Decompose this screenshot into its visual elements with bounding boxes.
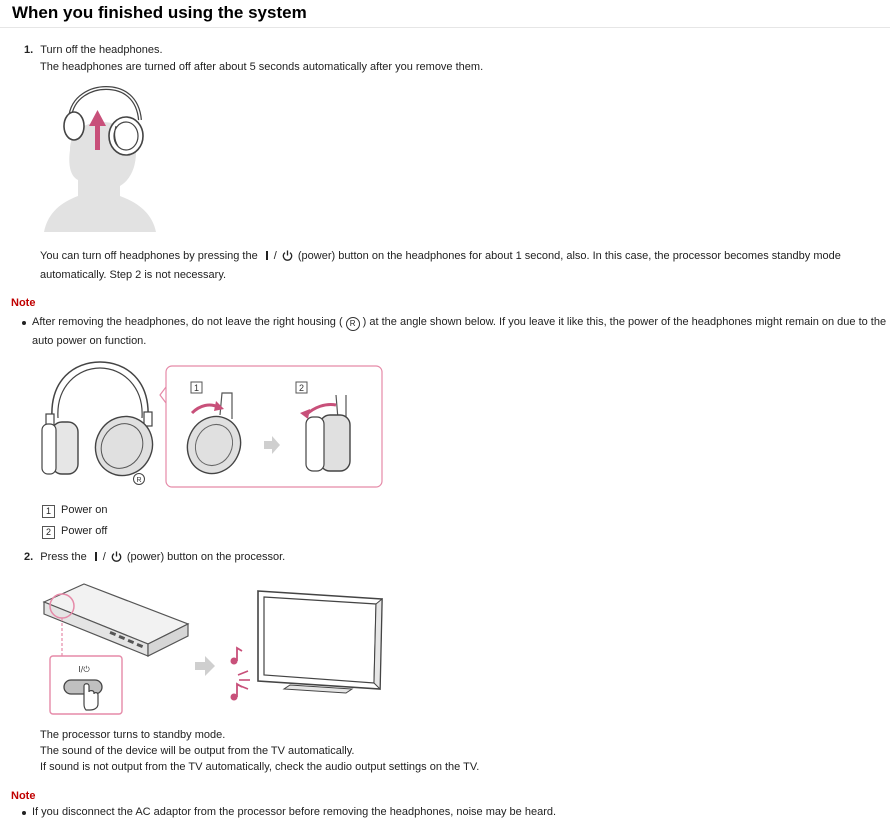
step2-text-post: (power) button on the processor. [126, 551, 286, 563]
note1-text-post: ) at the angle shown below. If you leave it like this, the power of the headphones might remain on due to the [362, 316, 887, 328]
legend-1-box: 1 [42, 505, 55, 518]
processor-illustration [40, 580, 190, 720]
power-bar-glyph [266, 251, 268, 260]
power-icon [282, 250, 293, 261]
step2-text-pre: Press the [40, 551, 87, 563]
power-callout-panel [160, 365, 384, 489]
note2-text: If you disconnect the AC adaptor from the processor before removing the headphones, noise may be heard. [32, 806, 557, 818]
headphones-housing-illustration [38, 360, 158, 490]
note1-label: Note [11, 297, 36, 309]
step1-tip-line2: automatically. Step 2 is not necessary. [40, 269, 227, 281]
tip-text-pre: You can turn off headphones by pressing the [40, 250, 258, 262]
note1-line1 [32, 316, 886, 331]
page-title: When you finished using the system [12, 3, 307, 22]
power-bar-glyph-2 [95, 552, 97, 561]
step2-heading [24, 551, 285, 564]
right-housing-mark: R [346, 317, 360, 331]
arrow-to-tv [195, 655, 217, 677]
step2-result3: If sound is not output from the TV automatically, check the audio output settings on the TV. [40, 761, 480, 773]
legend-2-label: Power off [61, 525, 108, 537]
legend-2-box: 2 [42, 526, 55, 539]
legend-power-on [42, 504, 107, 518]
step1-detail: The headphones are turned off after about 5 seconds automatically after you remove them. [40, 61, 484, 73]
title-divider [0, 27, 890, 28]
callout-2-number: 2 [298, 383, 305, 393]
note1-bullet [22, 321, 26, 325]
remove-headphones-illustration [40, 84, 160, 234]
processor-power-label: I/⏻ [78, 665, 90, 674]
step2-slash: / [102, 551, 106, 563]
step1-number: 1. [24, 44, 34, 56]
tip-text-post: (power) button on the headphones for about 1 second, also. In this case, the processor becomes standby mode [297, 250, 841, 262]
legend-1-label: Power on [61, 504, 108, 516]
note1-text-pre: After removing the headphones, do not leave the right housing ( [32, 316, 343, 328]
note1-line2: auto power on function. [32, 335, 147, 347]
step1-heading [24, 44, 163, 57]
step2-result2: The sound of the device will be output from the TV automatically. [40, 745, 355, 757]
callout-1-number: 1 [193, 383, 200, 393]
power-icon [111, 551, 122, 562]
step1-tip-line1 [40, 250, 841, 263]
right-housing-mark-fig: R [136, 477, 142, 484]
note2-label: Note [11, 790, 36, 802]
step2-number: 2. [24, 551, 34, 563]
step1-heading-text: Turn off the headphones. [40, 44, 163, 56]
tv-illustration [254, 585, 386, 697]
legend-power-off [42, 525, 107, 539]
step2-result1: The processor turns to standby mode. [40, 729, 226, 741]
tip-slash: / [273, 250, 277, 262]
sound-notes-icon [226, 645, 256, 705]
note2-bullet [22, 811, 26, 815]
